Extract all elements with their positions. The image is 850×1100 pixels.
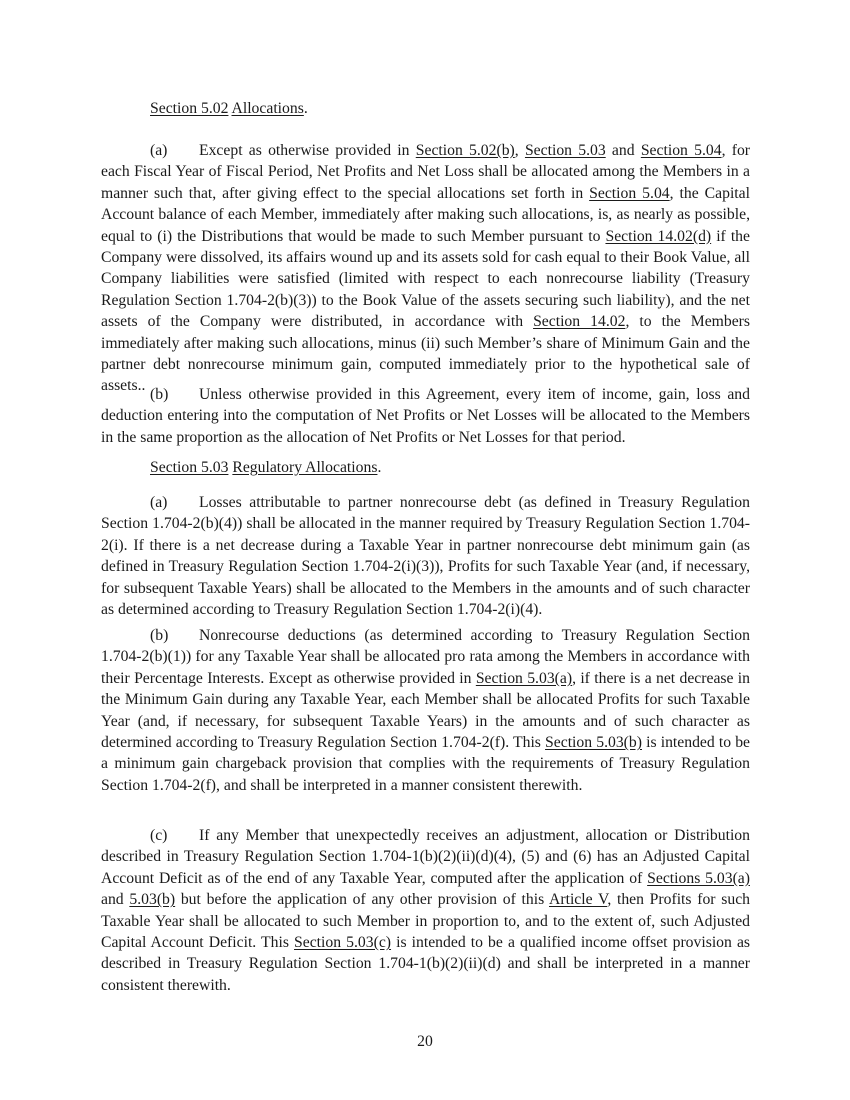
- text-run: but before the application of any other provision of this: [175, 891, 550, 909]
- page-number: 20: [417, 1033, 433, 1050]
- text-run: is intended to be a qualified income offset provision as described in Treasury Regulation Section 1.704-1(b)(2)(ii)(d) and shall be interpreted in a manner consistent therewith.: [101, 934, 751, 994]
- cross-reference: Section 5.03(c): [294, 934, 392, 952]
- section-5-03-heading: Section 5.03 Regulatory Allocations.: [150, 459, 382, 476]
- section-title: Allocations: [231, 100, 304, 117]
- text-run: , for each Fiscal Year of Fiscal Period, Net Profits and Net Loss shall be allocated among the Members in a manner such that, after giving effect to the special allocations set forth in: [101, 142, 751, 202]
- text-run: ,: [514, 142, 525, 159]
- text-run: is intended to be a minimum gain chargeback provision that complies with the requirements of Treasury Regulation Section 1.704-2(f), and shall be interpreted in a manner consistent therewith.: [101, 734, 750, 794]
- cross-reference: Article V: [549, 891, 608, 909]
- text-run: and: [101, 891, 130, 909]
- section-5-03-c: [101, 825, 750, 996]
- text-run: , then Profits for such Taxable Year shall be allocated to such Member in proportion to, and to the extent of, such Adjusted Capital Account Deficit. This: [101, 891, 750, 952]
- section-5-03-b: [101, 625, 750, 796]
- cross-reference: Section 5.03: [524, 142, 606, 159]
- cross-reference: Section 14.02: [533, 313, 626, 331]
- text-run: , to the Members immediately after making such allocations, minus (ii) such Member’s share of Minimum Gain and the partner debt nonrecourse minimum gain, computed immediately prior to the hypothetical sale of assets..: [101, 313, 751, 395]
- section-5-03-a: [101, 492, 750, 620]
- text-run: Nonrecourse deductions (as determined according to Treasury Regulation Section 1.704-2(b)(1)) for any Taxable Year shall be allocated pro rata among the Members in accordance with their Percentage Interests. Except as otherwise provided in: [101, 627, 750, 687]
- clause-label: (b): [150, 386, 169, 403]
- section-number: Section 5.02: [150, 100, 229, 117]
- text-run: If any Member that unexpectedly receives an adjustment, allocation or Distribution described in Treasury Regulation Section 1.704-1(b)(2)(ii)(d)(4), (5) and (6) has an Adjusted Capital Account Deficit as of the end of any Taxable Year, computed after the application of: [101, 827, 750, 887]
- cross-reference: 5.03(b): [129, 891, 176, 909]
- section-5-02-heading: Section 5.02 Allocations.: [150, 100, 308, 117]
- text-run: Unless otherwise provided in this Agreement, every item of income, gain, loss and deduction entering into the computation of Net Profits or Net Losses will be allocated to the Members in the same proportion as the allocation of Net Profits or Net Losses for that period.: [101, 386, 750, 446]
- text-run: if the Company were dissolved, its affairs wound up and its assets sold for cash equal to their Book Value, all Company liabilities were satisfied (limited with respect to each nonrecourse liability (Treasury Regulation Section 1.704-2(b)(3)) to the Book Value of the assets securing such liability), and the net assets of the Company were distributed, in accordance with: [101, 227, 750, 331]
- text-run: Losses attributable to partner nonrecourse debt (as defined in Treasury Regulation Section 1.704-2(b)(4)) shall be allocated in the manner required by Treasury Regulation Section 1.704-2(i). If there is a net decrease during a Taxable Year in partner nonrecourse debt minimum gain (as defined in Treasury Regulation Section 1.704-2(i)(3)), Profits for such Taxable Year (and, if necessary, for subsequent Taxable Years) shall be allocated to the Members in the amounts and of such character as determined according to Treasury Regulation Section 1.704-2(i)(4).: [101, 494, 750, 619]
- section-5-02-a: [101, 140, 750, 397]
- cross-reference: Sections 5.03(a): [647, 869, 750, 887]
- section-number: Section 5.03: [150, 459, 229, 476]
- cross-reference: Section 5.02(b): [415, 142, 515, 159]
- clause-label: (a): [150, 142, 168, 159]
- clause-label: (a): [150, 494, 168, 511]
- cross-reference: Section 14.02(d): [605, 227, 712, 245]
- text-run: Except as otherwise provided in: [199, 142, 416, 159]
- text-run: , the Capital Account balance of each Member, immediately after making such allocations, is, as nearly as possible, equal to (i) the Distributions that would be made to such Member pursuant to: [101, 184, 750, 245]
- text-run: , if there is a net decrease in the Minimum Gain during any Taxable Year, each Member shall be allocated Profits for such Taxable Year (and, if necessary, for subsequent Taxable Years) in the amounts and of such character as determined according to Treasury Regulation Section 1.704-2(f). This: [101, 669, 751, 752]
- clause-label: (b): [150, 627, 169, 644]
- clause-label: (c): [150, 827, 168, 844]
- cross-reference: Section 5.04: [640, 142, 722, 159]
- cross-reference: Section 5.04: [589, 184, 670, 202]
- section-5-02-b: [101, 384, 750, 448]
- cross-reference: Section 5.03(b): [545, 734, 642, 752]
- cross-reference: Section 5.03(a): [475, 669, 573, 687]
- section-title: Regulatory Allocations: [232, 459, 378, 476]
- text-run: and: [605, 142, 641, 159]
